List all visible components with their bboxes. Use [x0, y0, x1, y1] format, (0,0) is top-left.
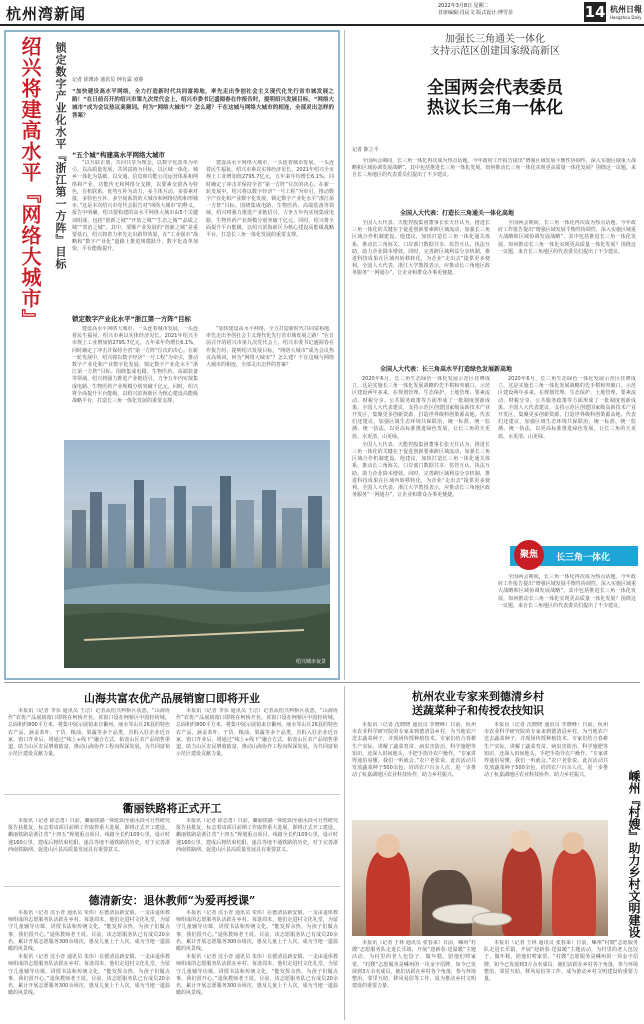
twosessions-section-1: 全国人大代表：打造长三角通关一体化高地 — [400, 210, 515, 217]
volunteers-photo — [352, 820, 608, 936]
headline-line-2: 热议长三角一体化 — [427, 98, 563, 118]
agri-body: 本报讯（记者 沈晓晓 通讯员 李晓峰）日前，杭州市农业科学研究院的专家来到德清县乡村，为当地农户送去蔬菜种子，并现场传授种植技术。专家们结合春耕生产实际，讲解了蔬菜育苗、病虫害防治、科学施肥等知识，还深入田间地头，手把手指导农户操作。“专家讲得通俗易懂，我们一听就会。”农户老张说。此次活动共发放蔬菜种子500余包，培训农户百余人次，进一步推动了杭嘉湖地区农业科技协作，助力乡村振兴。 — [352, 722, 476, 779]
railway-headline: 衢丽铁路将正式开工 — [122, 802, 222, 815]
shanhai-headline: 山海共富农优产品展销窗口即将开业 — [84, 692, 260, 705]
agri-headline-line-2: 送蔬菜种子和传授农技知识 — [412, 704, 544, 717]
person-figure — [422, 870, 472, 936]
paper-name: 杭州日報 — [610, 4, 642, 14]
city-skyline-image — [64, 440, 330, 668]
agri-headline — [350, 690, 606, 718]
village-body-b: 本报讯（记者 王林 通讯员 张春来）日前，嵊州“村嫂”志愿服务队走进长乐镇，开展“迎新春·送温暖”主题活动，为村里的老人包饺子、做年糕，陪他们唠家常。“村嫂”志愿服务是嵊州的一块金字招牌，如今已发展到3万余名成员，她们活跃在乡村各个角落，参与环境整治、邻里互助、移风易俗等工作，成为推动乡村文明建设的重要力量。 — [484, 940, 638, 983]
xinan-body-b: 本报讯（记者 沈小青 通讯员 朱伟）在德清县新安镇，一支由退休教师组成的志愿服务队活跃在乡村。每逢周末，他们走进村文化礼堂，为留守儿童辅导功课、讲授书法和传统文化。“能发挥余热，为孩子们做点事，我们很开心。”退休教师老王说。目前，该志愿服务队已有成员20余名，累计开展志愿服务300余场次，惠及儿童上千人次，成为当地一道温暖的风景线。 本报讯（记者 沈小青 通讯员 朱伟）在德清县新安镇，一支由退休教师组成的志愿服务队活跃在乡村。每逢周末，他们走进村文化礼堂，为留守儿童辅导功课、讲授书法和传统文化。“能发挥余热，为孩子们做点事，我们很开心。”退休教师老王说。目前，该志愿服务队已有成员20余名，累计开展志愿服务300余场次，惠及儿童上千人次，成为当地一道温暖的风景线。 — [176, 910, 338, 997]
focus-badge: 聚焦 — [514, 540, 544, 570]
feature-body-2: 建设高水平网络大城市，一头连着城市发展，一头连着民生福祉。绍兴市素以实体经济见长。2021年绍兴全市规上工业增加值2795.7亿元，五年来年均增长6.1%，同时确定了冲击并保持全省“第一方阵”位次的决心。在新一轮发展中，绍兴将以数字经济“一号工程”为牵引，推动数字产业化和产业数字化发展，锁定数字产业化水平“浙江第一方阵”目标。围绕集成电路、生物医药、高端装备等领域，绍兴将强力推进产业链招引，力争五年内实现集成电路、生物医药产业规模分别突破千亿元。同时，绍兴将全面提升平台能级，以绍兴滨海新区为核心建设高能级战略平台，打造长三角一体化发展的重要支撑。 — [72, 326, 198, 405]
railway-body: 本报讯（记者 徐志勇）日前，衢丽铁路一期松阳至丽水段可行性研究报告获批复，标志着该项目前期工作取得重大进展，即将正式开工建设。衢丽铁路是浙江省“十四五”规划重点项目，线路全长约109公里，设计时速160公里，建成后将结束松阳、遂昌等地不通铁路的历史，对于完善浙西南铁路网、促进山区县高质量发展具有重要意义。 — [8, 818, 170, 853]
dateline — [438, 3, 588, 17]
page-number: 14 — [584, 3, 606, 21]
section-divider — [4, 682, 640, 683]
twosessions-body-1: 全国人大代表、天能控股集团董事长张天任认为，推进长三角一体化的关键在于促进创新要素跨区域流动，加强长三角区域合作机制建设。他建议，加快打造长三角一体化通关体系，推动长三角海关、口岸部门数据共享、监管互认、执法互助，助力企业降本增效。同时，完善跨区域利益分享机制，推进科技成果在区域内转移转化，为企业“走出去”提供更多便利。全国人大代表、浙江大学教授表示，应推动长三角地区政务服务“一网通办”，让企业和群众办事更便捷。 — [352, 220, 490, 277]
village-body: 本报讯（记者 王林 通讯员 张春来）日前，嵊州“村嫂”志愿服务队走进长乐镇，开展“迎新春·送温暖”主题活动，为村里的老人包饺子、做年糕，陪他们唠家常。“村嫂”志愿服务是嵊州的一块金字招牌，如今已发展到3万余名成员，她们活跃在乡村各个角落，参与环境整治、邻里互助、移风易俗等工作，成为推动乡村文明建设的重要力量。 — [352, 940, 476, 990]
twosessions-section-2: 全国人大代表：长三角高水平打造绿色发展新高地 — [380, 366, 513, 373]
feature-body-1b: 建设高水平网络大城市，一头连着城市发展，一头连着民生福祉。绍兴市素以实体经济见长。2021年绍兴全市规上工业增加值2795.7亿元，五年来年均增长6.1%，同时确定了冲击并保持全省“第一方阵”位次的决心。在新一轮发展中，绍兴将以数字经济“一号工程”为牵引，推动数字产业化和产业数字化发展，锁定数字产业化水平“浙江第一方阵”目标。围绕集成电路、生物医药、高端装备等领域，绍兴将强力推进产业链招引，力争五年内实现集成电路、生物医药产业规模分别突破千亿元。同时，绍兴将全面提升平台能级，以绍兴滨海新区为核心建设高能级战略平台，打造长三角一体化发展的重要支撑。 — [206, 160, 334, 239]
xinan-body: 本报讯（记者 沈小青 通讯员 朱伟）在德清县新安镇，一支由退休教师组成的志愿服务队活跃在乡村。每逢周末，他们走进村文化礼堂，为留守儿童辅导功课、讲授书法和传统文化。“能发挥余热，为孩子们做点事，我们很开心。”退休教师老王说。目前，该志愿服务队已有成员20余名，累计开展志愿服务300余场次，惠及儿童上千人次，成为当地一道温暖的风景线。 本报讯（记者 沈小青 通讯员 朱伟）在德清县新安镇，一支由退休教师组成的志愿服务队活跃在乡村。每逢周末，他们走进村文化礼堂，为留守儿童辅导功课、讲授书法和传统文化。“能发挥余热，为孩子们做点事，我们很开心。”退休教师老王说。目前，该志愿服务队已有成员20余名，累计开展志愿服务300余场次，惠及儿童上千人次，成为当地一道温暖的风景线。 — [8, 910, 170, 997]
feature-body-2b: “加快建设高水平网络，全力打造新时代共同富裕地，率先走出争创社会主义现代化先行省市城发展之路！”在日前召开的绍兴市第九次党代会上，绍兴市委书记盛阅春在作报告时，提明绍兴发展目标，“网络大城市”成为会议热议高频词。何为“网络大城市”？怎么建？干在这城与网络大城市的相连，全部灵出怎样的答案？ — [206, 326, 334, 369]
column-divider — [344, 30, 345, 680]
person-figure — [552, 848, 596, 936]
issue-date: 2022年3月8日 星期二 — [438, 3, 489, 9]
feature-section-1: “五个城”构建高水平网络大城市 — [72, 151, 166, 159]
twosessions-body-2c: 全国两会期间，长三角一体化再次成为热点话题。今年政府工作报告提出“增强区域发展平衡性协调性，深入实施区域重大战略和区域协调发展战略”，其中包括推进长三角一体化发展。如何推动长三角一体化实现更高质量一体化发展？围绕这一议题，来自长三角地区的代表委员们提出了不少建议。 — [498, 574, 636, 609]
section-title: 杭州湾新闻 — [6, 5, 87, 23]
headline-line-1: 全国两会代表委员 — [427, 78, 563, 98]
feature-section-2: 锁定数字产业化水平“浙江第一方阵”目标 — [72, 315, 192, 323]
person-figure — [366, 850, 410, 936]
feature-body-1: “以互联正离，共同共享为理念，以数字化改革为牵引，以高质量发展、共同富裕为目标，以区域一体化、城乡一体化为基础，以交通、信息和功能公司运营体系和网络和产业、功能传无和网络分支撑，以要素交错各为特色，有机联系、优势互补为动力，多主体互动，多要素对接，多特色互补、多空间系筑的大城市和网络结构和形城市。”这是本次绍兴市党代会报告对“网络大城市”的释义。报告中明确，绍兴要构建的高水平网络大城市由5个关键词组成，包括“创新之城”“开放之城”“生态之城”“品质之城”“善治之城”。其中，要顺产业发展的“创新之城”是重要基石，绍兴将着力率先走出路带效果，在“工业强市”战略和“数字产业化”道路上推进规模跃升、数字化改革加快、平台能级提升。 — [72, 160, 198, 253]
shanhai-body: 本报讯（记者 李东 通讯员 王洁）记者从绍兴柯桥区获悉，“山海协作”农优产品展销窗口即将在柯桥开业。该窗口设在柯桥区中国轻纺城，总面积约800平方米，将集中展示展销来自衢州、丽水等山区26县的特色农产品，涵盖茶叶、干货、粮油、果蔬等多个品类，首批入驻企业近百家。窗口开业后，将通过“线上+线下”融合方式，拓宽山区农产品销售渠道，助力山区农民增收致富，推动山海协作工程向纵深发展，为共同富裕示范区建设贡献力量。 — [8, 708, 170, 758]
person-head — [510, 830, 532, 852]
kicker-line-1: 加强长三角通关一体化 — [445, 34, 545, 45]
twosessions-body-2b: 2020年6月，长三角生态绿色一体化发展示范区挂牌成立，这是实施长三角一体化发展战略的先手棋和突破口。示范区建设两年多来，在规划管理、生态保护、土地管理、要素流动、财税分享、公共服务政策等方面形成了一批制度创新成果。全国人大代表建议，支持示范区创建国家级高新技术产业开发区，集聚更多创新资源，打造世界级科创策源高地。代表们还建议，加强区域生态环境共保联治，统一标准、统一监测、统一执法，以更高标准推进绿色发展，让长三角的天更蓝、水更清、山更绿。 — [498, 376, 636, 440]
agri-body-b: 本报讯（记者 沈晓晓 通讯员 李晓峰）日前，杭州市农业科学研究院的专家来到德清县乡村，为当地农户送去蔬菜种子，并现场传授种植技术。专家们结合春耕生产实际，讲解了蔬菜育苗、病虫害防治、科学施肥等知识，还深入田间地头，手把手指导农户操作。“专家讲得通俗易懂，我们一听就会。”农户老张说。此次活动共发放蔬菜种子500余包，培训农户百余人次，进一步推动了杭嘉湖地区农业科技协作，助力乡村振兴。 — [484, 722, 608, 779]
railway-body-b: 本报讯（记者 徐志勇）日前，衢丽铁路一期松阳至丽水段可行性研究报告获批复，标志着该项目前期工作取得重大进展，即将正式开工建设。衢丽铁路是浙江省“十四五”规划重点项目，线路全长约109公里，设计时速160公里，建成后将结束松阳、遂昌等地不通铁路的历史，对于完善浙西南铁路网、促进山区县高质量发展具有重要意义。 — [176, 818, 338, 853]
paper-name-en: Hangzhou Daily — [610, 15, 642, 20]
story-divider — [4, 794, 340, 795]
story-divider-2 — [4, 886, 340, 887]
feature-byline: 记者 徐澳涛 通讯员 钟有霖 凌睿 — [72, 77, 144, 83]
feature-subhead: 锁定数字产业化水平『浙江第一方阵』目标 — [54, 42, 67, 270]
editor-line: 首席编辑:肖民文 版式设计:博雪菲 — [438, 10, 513, 16]
twosessions-byline: 记者 陈立平 — [352, 147, 379, 153]
kicker-line-2: 支持示范区创建国家级高新区 — [430, 46, 560, 57]
twosessions-headline — [350, 78, 640, 118]
photo-caption: 绍兴城市夜景 — [295, 659, 326, 665]
feature-headline: 绍兴将建高水平『网络大城市』 — [18, 36, 42, 330]
person-head — [562, 832, 584, 854]
person-head — [376, 834, 400, 858]
city-photo — [64, 440, 330, 668]
village-vertical-headline: 嵊州『村嫂』助力乡村文明建设 — [627, 770, 641, 938]
xinan-headline: 德清新安：退休教师“为爱再授课” — [88, 894, 256, 907]
twosessions-body-2: 2020年6月，长三角生态绿色一体化发展示范区挂牌成立，这是实施长三角一体化发展战略的先手棋和突破口。示范区建设两年多来，在规划管理、生态保护、土地管理、要素流动、财税分享、公共服务政策等方面形成了一批制度创新成果。全国人大代表建议，支持示范区创建国家级高新技术产业开发区，集聚更多创新资源，打造世界级科创策源高地。代表们还建议，加强区域生态环境共保联治，统一标准、统一监测、统一执法，以更高标准推进绿色发展，让长三角的天更蓝、水更清、山更绿。 全国人大代表、天能控股集团董事长张天任认为，推进长三角一体化的关键在于促进创新要素跨区域流动，加强长三角区域合作机制建设。他建议，加快打造长三角一体化通关体系，推动长三角海关、口岸部门数据共享、监管互认、执法互助，助力企业降本增效。同时，完善跨区域利益分享机制，推进科技成果在区域内转移转化，为企业“走出去”提供更多便利。全国人大代表、浙江大学教授表示，应推动长三角地区政务服务“一网通办”，让企业和群众办事更便捷。 — [352, 376, 490, 499]
twosessions-body-1b: 全国两会期间，长三角一体化再次成为热点话题。今年政府工作报告提出“增强区域发展平衡性协调性，深入实施区域重大战略和区域协调发展战略”，其中包括推进长三角一体化发展。如何推动长三角一体化实现更高质量一体化发展？围绕这一议题，来自长三角地区的代表委员们提出了不少建议。 — [498, 220, 636, 255]
twosessions-lead: 全国两会期间，长三角一体化再次成为热点话题。今年政府工作报告提出“增强区域发展平衡性协调性，深入实施区域重大战略和区域协调发展战略”，其中包括推进长三角一体化发展。如何推动长三角一体化实现更高质量一体化发展？围绕这一议题，来自长三角地区的代表委员们提出了不少建议。 — [352, 158, 636, 179]
focus-label: 长三角一体化 — [556, 553, 611, 563]
agri-headline-line-1: 杭州农业专家来到德清乡村 — [412, 690, 544, 703]
shanhai-body-b: 本报讯（记者 李东 通讯员 王洁）记者从绍兴柯桥区获悉，“山海协作”农优产品展销窗口即将在柯桥开业。该窗口设在柯桥区中国轻纺城，总面积约800平方米，将集中展示展销来自衢州、丽水等山区26县的特色农产品，涵盖茶叶、干货、粮油、果蔬等多个品类，首批入驻企业近百家。窗口开业后，将通过“线上+线下”融合方式，拓宽山区农产品销售渠道，助力山区农民增收致富，推动山海协作工程向纵深发展，为共同富裕示范区建设贡献力量。 — [176, 708, 338, 758]
twosessions-kicker — [350, 34, 640, 58]
feature-lead: “加快建设高水平网络，全力打造新时代共同富裕地，率先走出争创社会主义现代化先行省市城发展之路！”在日前召开的绍兴市第九次党代会上，绍兴市委书记盛阅春在作报告时，提明绍兴发展目标，“网络大城市”成为会议热议高频词。何为“网络大城市”？怎么建？干在这城与网络大城市的相连，全部灵出怎样的答案？ — [72, 89, 334, 119]
dumpling-plate — [472, 912, 512, 926]
masthead — [0, 0, 644, 26]
column-divider-bottom — [344, 686, 345, 1020]
